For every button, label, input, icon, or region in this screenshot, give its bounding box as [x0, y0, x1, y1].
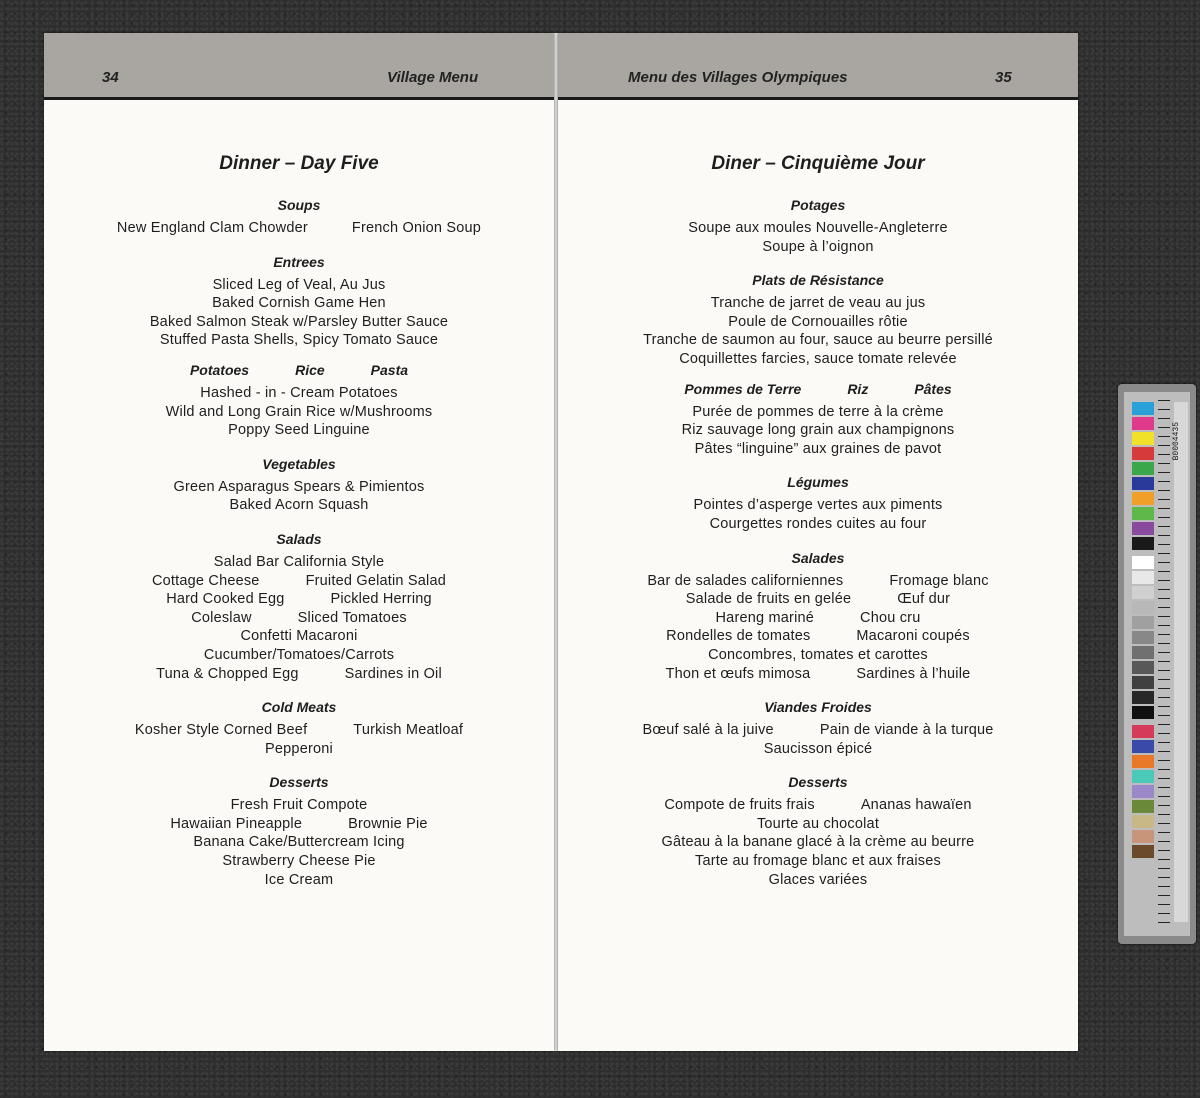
menu-item: Stuffed Pasta Shells, Spicy Tomato Sauce	[159, 332, 439, 349]
menu-item: Saucisson épicé	[763, 740, 873, 757]
menu-item: Concombres, tomates et carottes	[708, 646, 928, 663]
menu-item: Chou cru	[860, 609, 921, 626]
starch-headings	[44, 362, 554, 378]
section-heading-pommes: Pommes de Terre	[684, 380, 802, 397]
menu-item: Fresh Fruit Compote	[230, 797, 368, 814]
left-page-number: 34	[102, 69, 119, 86]
section-heading-potages: Potages	[790, 197, 846, 213]
menu-item: Turkish Meatloaf	[353, 722, 464, 739]
section-heading-rice: Rice	[295, 361, 325, 378]
menu-item: Hard Cooked Egg	[166, 591, 285, 608]
menu-item: Baked Acorn Squash	[229, 497, 369, 514]
color-swatch	[1132, 740, 1154, 753]
menu-item: Macaroni coupés	[856, 628, 970, 645]
menu-row	[44, 219, 554, 238]
menu-item: Kosher Style Corned Beef	[134, 722, 308, 739]
menu-item: Tranche de saumon au four, sauce au beurre persillé	[643, 332, 993, 349]
menu-row	[44, 665, 554, 684]
gray-swatch	[1132, 646, 1154, 659]
menu-item: Gâteau à la banane glacé à la crème au beurre	[661, 834, 975, 851]
color-swatch	[1132, 845, 1154, 858]
color-swatch	[1132, 800, 1154, 813]
gray-swatch	[1132, 691, 1154, 704]
menu-item: New England Clam Chowder	[116, 220, 308, 236]
left-page-header-title: Village Menu	[387, 69, 479, 86]
color-swatch	[1132, 815, 1154, 828]
menu-row	[558, 590, 1078, 609]
starch-headings	[558, 381, 1078, 397]
section-heading-riz: Riz	[847, 380, 869, 397]
color-swatch	[1132, 432, 1154, 445]
menu-row	[558, 609, 1078, 628]
gray-swatch	[1132, 556, 1154, 569]
menu-item: Sliced Tomatoes	[297, 609, 407, 626]
menu-item: Riz sauvage long grain aux champignons	[681, 422, 955, 439]
menu-item: French Onion Soup	[351, 220, 482, 236]
menu-item: Fruited Gelatin Salad	[305, 572, 446, 589]
section-heading-legumes: Légumes	[787, 474, 849, 491]
section-heading-cold-meats: Cold Meats	[261, 699, 337, 716]
menu-item: Pain de viande à la turque	[819, 722, 994, 739]
menu-item: Green Asparagus Spears & Pimientos	[173, 478, 425, 495]
menu-item: Sardines in Oil	[344, 665, 442, 682]
target-id-label: B0004435	[1172, 422, 1181, 461]
menu-row	[558, 627, 1078, 646]
menu-item: Cucumber/Tomatoes/Carrots	[203, 646, 395, 663]
menu-item: Ananas hawaïen	[860, 797, 972, 814]
menu-row	[44, 572, 554, 591]
color-swatch	[1132, 785, 1154, 798]
menu-row	[558, 721, 1078, 740]
gray-swatch	[1132, 631, 1154, 644]
menu-item: Ice Cream	[264, 871, 334, 888]
menu-item: Courgettes rondes cuites au four	[709, 515, 927, 532]
left-menu-content	[44, 153, 554, 889]
section-heading-desserts-fr: Desserts	[788, 774, 848, 791]
menu-item: Pointes d’asperge vertes aux piments	[693, 497, 943, 514]
left-page	[44, 33, 554, 1051]
menu-item: Rondelles de tomates	[666, 628, 811, 645]
menu-item: Coleslaw	[191, 609, 252, 626]
menu-item: Hawaiian Pineapple	[170, 815, 303, 832]
menu-item: Wild and Long Grain Rice w/Mushrooms	[165, 403, 433, 420]
menu-item: Cottage Cheese	[151, 572, 260, 589]
ruler-scale	[1158, 400, 1170, 930]
menu-item: Fromage blanc	[889, 572, 989, 589]
menu-item: Confetti Macaroni	[240, 628, 358, 645]
menu-item: Thon et œufs mimosa	[665, 665, 811, 682]
menu-item: Baked Salmon Steak w/Parsley Butter Sauce	[149, 313, 449, 330]
left-menu-title: Dinner – Day Five	[219, 153, 379, 174]
menu-item: Hareng mariné	[715, 609, 815, 626]
section-heading-pates: Pâtes	[914, 380, 952, 397]
color-swatch	[1132, 402, 1154, 415]
menu-item: Salade de fruits en gelée	[685, 591, 852, 608]
section-heading-vegetables: Vegetables	[262, 455, 336, 472]
right-page-header-title: Menu des Villages Olympiques	[628, 69, 848, 86]
color-swatch	[1132, 537, 1154, 550]
right-page	[558, 33, 1078, 1051]
menu-item: Soupe à l’oignon	[762, 238, 874, 255]
menu-item: Strawberry Cheese Pie	[222, 853, 376, 870]
color-swatch	[1132, 755, 1154, 768]
section-heading-salads: Salads	[276, 530, 322, 547]
menu-item: Salad Bar California Style	[213, 553, 385, 570]
color-swatch	[1132, 417, 1154, 430]
gray-swatch	[1132, 676, 1154, 689]
color-swatch	[1132, 522, 1154, 535]
right-page-header	[558, 33, 1078, 100]
color-target-panel	[1124, 392, 1190, 936]
menu-item: Soupe aux moules Nouvelle-Angleterre	[688, 220, 948, 236]
menu-item: Compote de fruits frais	[664, 797, 815, 814]
menu-item: Bœuf salé à la juive	[642, 722, 774, 739]
gray-swatch	[1132, 586, 1154, 599]
menu-row	[44, 590, 554, 609]
gray-swatch	[1132, 601, 1154, 614]
color-swatch	[1132, 830, 1154, 843]
gray-swatch	[1132, 616, 1154, 629]
menu-item: Pâtes “linguine” aux graines de pavot	[694, 440, 942, 457]
menu-item: Bar de salades californiennes	[647, 572, 844, 589]
menu-row	[44, 721, 554, 740]
menu-row	[558, 572, 1078, 591]
menu-item: Tarte au fromage blanc et aux fraises	[695, 853, 941, 870]
menu-item: Tranche de jarret de veau au jus	[710, 295, 926, 312]
menu-row	[558, 796, 1078, 815]
section-heading-desserts: Desserts	[269, 774, 329, 791]
section-heading-pasta: Pasta	[370, 361, 409, 378]
target-label-strip	[1174, 402, 1188, 922]
color-swatch	[1132, 462, 1154, 475]
menu-row	[44, 815, 554, 834]
left-page-header	[44, 33, 554, 100]
gray-swatch	[1132, 571, 1154, 584]
right-menu-title: Diner – Cinquième Jour	[711, 153, 925, 174]
section-heading-salades: Salades	[791, 549, 845, 566]
color-swatch	[1132, 477, 1154, 490]
menu-item: Sliced Leg of Veal, Au Jus	[212, 276, 386, 293]
gray-swatch	[1132, 706, 1154, 719]
menu-item: Poule de Cornouailles rôtie	[728, 313, 908, 330]
color-swatch	[1132, 725, 1154, 738]
menu-item: Tuna & Chopped Egg	[156, 665, 299, 682]
menu-row	[558, 665, 1078, 684]
right-page-number: 35	[995, 69, 1012, 86]
color-calibration-target	[1118, 384, 1196, 944]
section-heading-soups: Soups	[277, 197, 321, 213]
menu-row	[44, 609, 554, 628]
menu-item: Poppy Seed Linguine	[228, 422, 370, 439]
menu-item: Brownie Pie	[348, 815, 428, 832]
menu-item: Purée de pommes de terre à la crème	[692, 403, 944, 420]
color-swatch	[1132, 507, 1154, 520]
color-swatch	[1132, 770, 1154, 783]
section-heading-potatoes: Potatoes	[189, 361, 250, 378]
menu-item: Glaces variées	[768, 871, 868, 888]
menu-item: Hashed - in - Cream Potatoes	[200, 384, 398, 401]
menu-item: Coquillettes farcies, sauce tomate relevée	[679, 350, 957, 367]
section-heading-viandes: Viandes Froides	[764, 699, 872, 716]
gray-swatch	[1132, 661, 1154, 674]
color-swatch	[1132, 447, 1154, 460]
menu-item: Sardines à l’huile	[856, 665, 971, 682]
section-heading-entrees: Entrees	[273, 253, 325, 270]
right-menu-content	[558, 153, 1078, 889]
menu-item: Baked Cornish Game Hen	[212, 295, 386, 312]
color-swatch	[1132, 492, 1154, 505]
section-heading-plats: Plats de Résistance	[752, 272, 884, 289]
menu-item: Pepperoni	[265, 740, 333, 757]
menu-item: Pickled Herring	[330, 591, 432, 608]
menu-item: Tourte au chocolat	[756, 815, 880, 832]
menu-item: Œuf dur	[897, 591, 951, 608]
menu-item: Banana Cake/Buttercream Icing	[193, 834, 405, 851]
